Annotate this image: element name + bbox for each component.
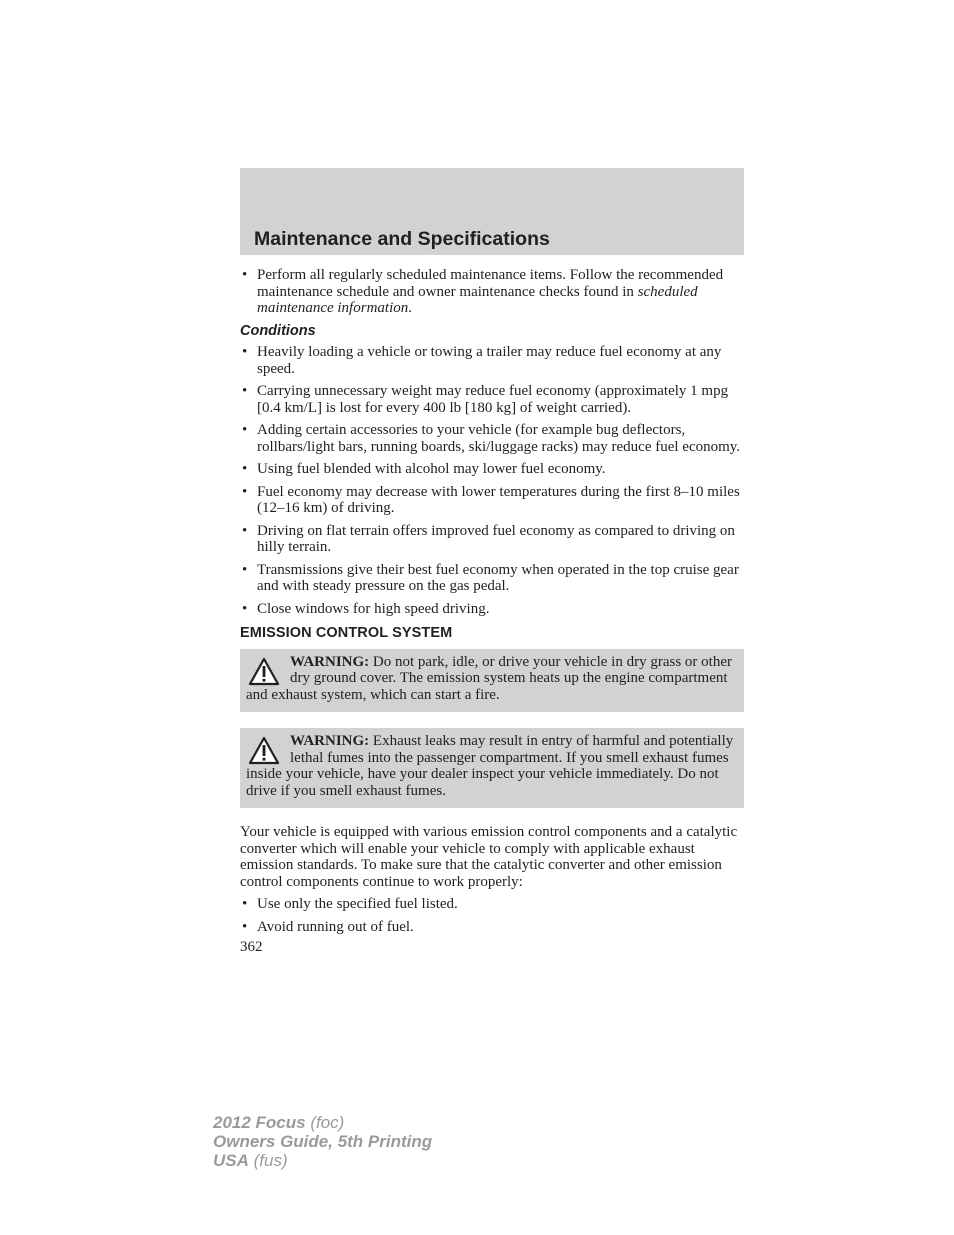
- warning-triangle-icon: [248, 657, 280, 687]
- list-item: • Adding certain accessories to your vehicle (for example bug deflectors, rollbars/light bars, running boards, ski/luggage racks) may reduce fuel economy.: [240, 422, 746, 455]
- emission-heading: EMISSION CONTROL SYSTEM: [240, 625, 453, 641]
- list-item: • Heavily loading a vehicle or towing a trailer may reduce fuel economy at any speed.: [240, 344, 746, 377]
- warning-label: WARNING:: [290, 733, 370, 749]
- conditions-list: [240, 344, 746, 617]
- warning-label: WARNING:: [290, 653, 370, 670]
- footer-market-code: (fus): [253, 1151, 288, 1170]
- section-header-band: [240, 168, 744, 255]
- list-item: • Transmissions give their best fuel economy when operated in the top cruise gear and with steady pressure on the gas pedal.: [240, 562, 746, 595]
- warning-triangle-icon: [248, 736, 280, 766]
- footer-line-model: [213, 1113, 432, 1132]
- footer-market: USA: [213, 1151, 249, 1170]
- list-item: • Use only the specified fuel listed.: [240, 896, 746, 913]
- page-content: [240, 267, 746, 956]
- emission-paragraph: Your vehicle is equipped with various emission control components and a catalytic converter which will enable your vehicle to comply with applicable exhaust emission standards. To make sure that the catalytic converter and other emission control components continue to work properly:: [240, 824, 738, 890]
- list-item-text: Perform all regularly scheduled maintenance items. Follow the recommended maintenance schedule and owner maintenance checks found in: [257, 267, 724, 300]
- list-item: • Fuel economy may decrease with lower temperatures during the first 8–10 miles (12–16 km) of driving.: [240, 484, 746, 517]
- document-footer: [213, 1113, 432, 1170]
- footer-model-code: (foc): [310, 1113, 345, 1132]
- list-item-text-end: .: [408, 300, 412, 316]
- list-item-emphasis: scheduled maintenance information: [257, 283, 698, 316]
- conditions-heading: Conditions: [240, 322, 316, 339]
- warning-box: [240, 649, 744, 713]
- emission-list: [240, 896, 746, 935]
- list-item: • Avoid running out of fuel.: [240, 919, 746, 936]
- list-item: • Carrying unnecessary weight may reduce fuel economy (approximately 1 mpg [0.4 km/L] is lost for every 400 lb [180 kg] of weight carried).: [240, 383, 746, 416]
- warning-text: Exhaust leaks may result in entry of harmful and potentially lethal fumes into the passenger compartment. If you smell exhaust fumes inside your vehicle, have your dealer inspect your vehicle immediately. Do not drive if you smell exhaust fumes.: [246, 733, 734, 799]
- warning-text: Do not park, idle, or drive your vehicle in dry grass or other dry ground cover. The emission system heats up the engine compartment and exhaust system, which can start a fire.: [246, 653, 732, 703]
- list-item: • Using fuel blended with alcohol may lower fuel economy.: [240, 461, 746, 478]
- list-item: • Driving on flat terrain offers improved fuel economy as compared to driving on hilly terrain.: [240, 523, 746, 556]
- footer-line-guide: [213, 1132, 432, 1151]
- footer-model: 2012 Focus: [213, 1113, 306, 1132]
- page-number: 362: [240, 939, 263, 955]
- list-item: • Close windows for high speed driving.: [240, 601, 746, 618]
- warning-box: [240, 728, 744, 808]
- footer-guide: Owners Guide, 5th Printing: [213, 1132, 433, 1151]
- list-item: [240, 267, 746, 317]
- footer-line-market: [213, 1151, 432, 1170]
- intro-list: [240, 267, 746, 317]
- section-title: Maintenance and Specifications: [254, 228, 550, 250]
